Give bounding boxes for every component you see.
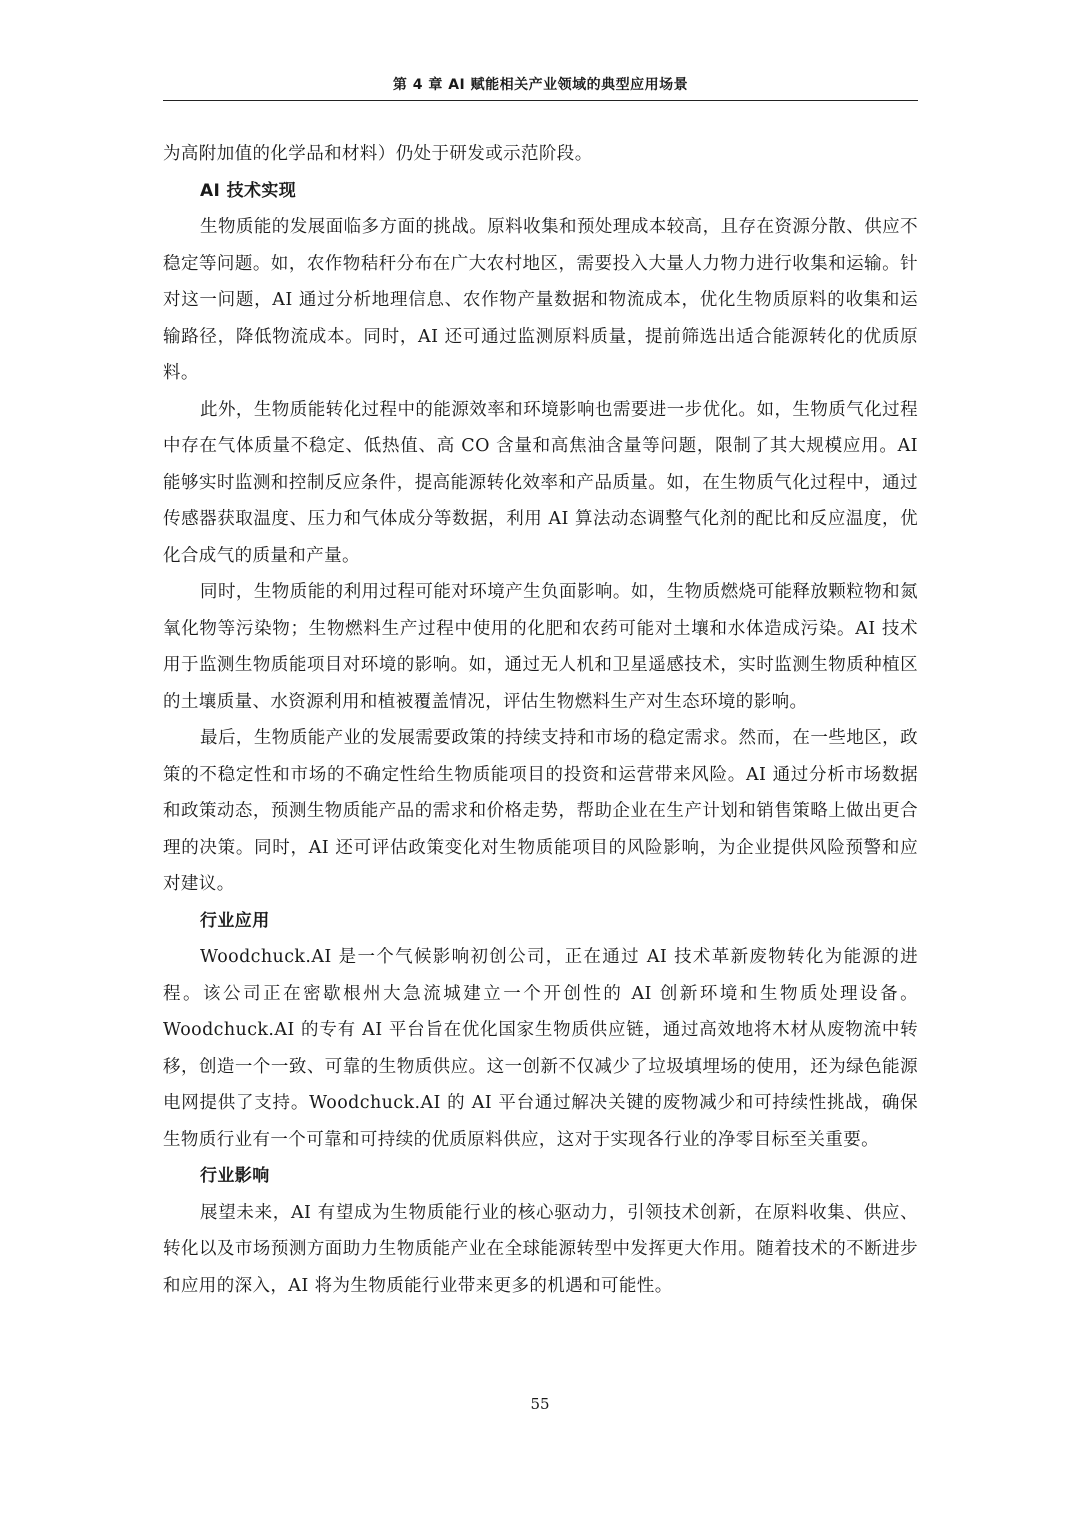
paragraph: 此外，生物质能转化过程中的能源效率和环境影响也需要进一步优化。如，生物质气化过程中存在气体质量不稳定、低热值、高 CO 含量和高焦油含量等问题，限制了其大规模应用。AI 能够实时监测和控制反应条件，提高能源转化效率和产品质量。如，在生物质气化过程中，通过传感器获取温度、压力和气体成分等数据，利用 AI 算法动态调整气化剂的配比和反应温度，优化合成气的质量和产量。 bbox=[163, 399, 918, 566]
paragraph: 生物质能的发展面临多方面的挑战。原料收集和预处理成本较高，且存在资源分散、供应不稳定等问题。如，农作物秸秆分布在广大农村地区，需要投入大量人力物力进行收集和运输。针对这一问题，AI 通过分析地理信息、农作物产量数据和物流成本，优化生物质原料的收集和运输路径，降低物流成本。同时，AI 还可通过监测原料质量，提前筛选出适合能源转化的优质原料。 bbox=[163, 217, 918, 383]
page-header bbox=[163, 74, 918, 101]
section-heading-industry-impact: 行业影响 bbox=[200, 1166, 270, 1186]
intro-paragraph: 为高附加值的化学品和材料）仍处于研发或示范阶段。 bbox=[163, 144, 593, 164]
section-heading-ai-implementation: AI 技术实现 bbox=[200, 180, 297, 201]
paragraph: 最后，生物质能产业的发展需要政策的持续支持和市场的稳定需求。然而，在一些地区，政策的不稳定性和市场的不确定性给生物质能项目的投资和运营带来风险。AI 通过分析市场数据和政策动态，预测生物质能产品的需求和价格走势，帮助企业在生产计划和销售策略上做出更合理的决策。同时，AI 还可评估政策变化对生物质能项目的风险影响，为企业提供风险预警和应对建议。 bbox=[163, 728, 918, 894]
chapter-title: 第 4 章 AI 赋能相关产业领域的典型应用场景 bbox=[392, 77, 689, 93]
paragraph: 同时，生物质能的利用过程可能对环境产生负面影响。如，生物质燃烧可能释放颗粒物和氮氧化物等污染物；生物燃料生产过程中使用的化肥和农药可能对土壤和水体造成污染。AI 技术用于监测生物质能项目对环境的影响。如，通过无人机和卫星遥感技术，实时监测生物质种植区的土壤质量、水资源利用和植被覆盖情况，评估生物燃料生产对生态环境的影响。 bbox=[163, 582, 918, 712]
section-heading-industry-application: 行业应用 bbox=[200, 910, 270, 931]
page-number: 55 bbox=[530, 1395, 550, 1413]
paragraph: 展望未来，AI 有望成为生物质能行业的核心驱动力，引领技术创新，在原料收集、供应、转化以及市场预测方面助力生物质能产业在全球能源转型中发挥更大作用。随着技术的不断进步和应用的深入，AI 将为生物质能行业带来更多的机遇和可能性。 bbox=[163, 1202, 918, 1296]
page-body bbox=[163, 136, 918, 1304]
paragraph: Woodchuck.AI 是一个气候影响初创公司，正在通过 AI 技术革新废物转化为能源的进程。该公司正在密歇根州大急流城建立一个开创性的 AI 创新环境和生物质处理设备。Woodchuck.AI 的专有 AI 平台旨在优化国家生物质供应链，通过高效地将木材从废物流中转移，创造一个一致、可靠的生物质供应。这一创新不仅减少了垃圾填埋场的使用，还为绿色能源电网提供了支持。Woodchuck.AI 的 AI 平台通过解决关键的废物减少和可持续性挑战，确保生物质行业有一个可靠和可持续的优质原料供应，这对于实现各行业的净零目标至关重要。 bbox=[163, 947, 918, 1150]
